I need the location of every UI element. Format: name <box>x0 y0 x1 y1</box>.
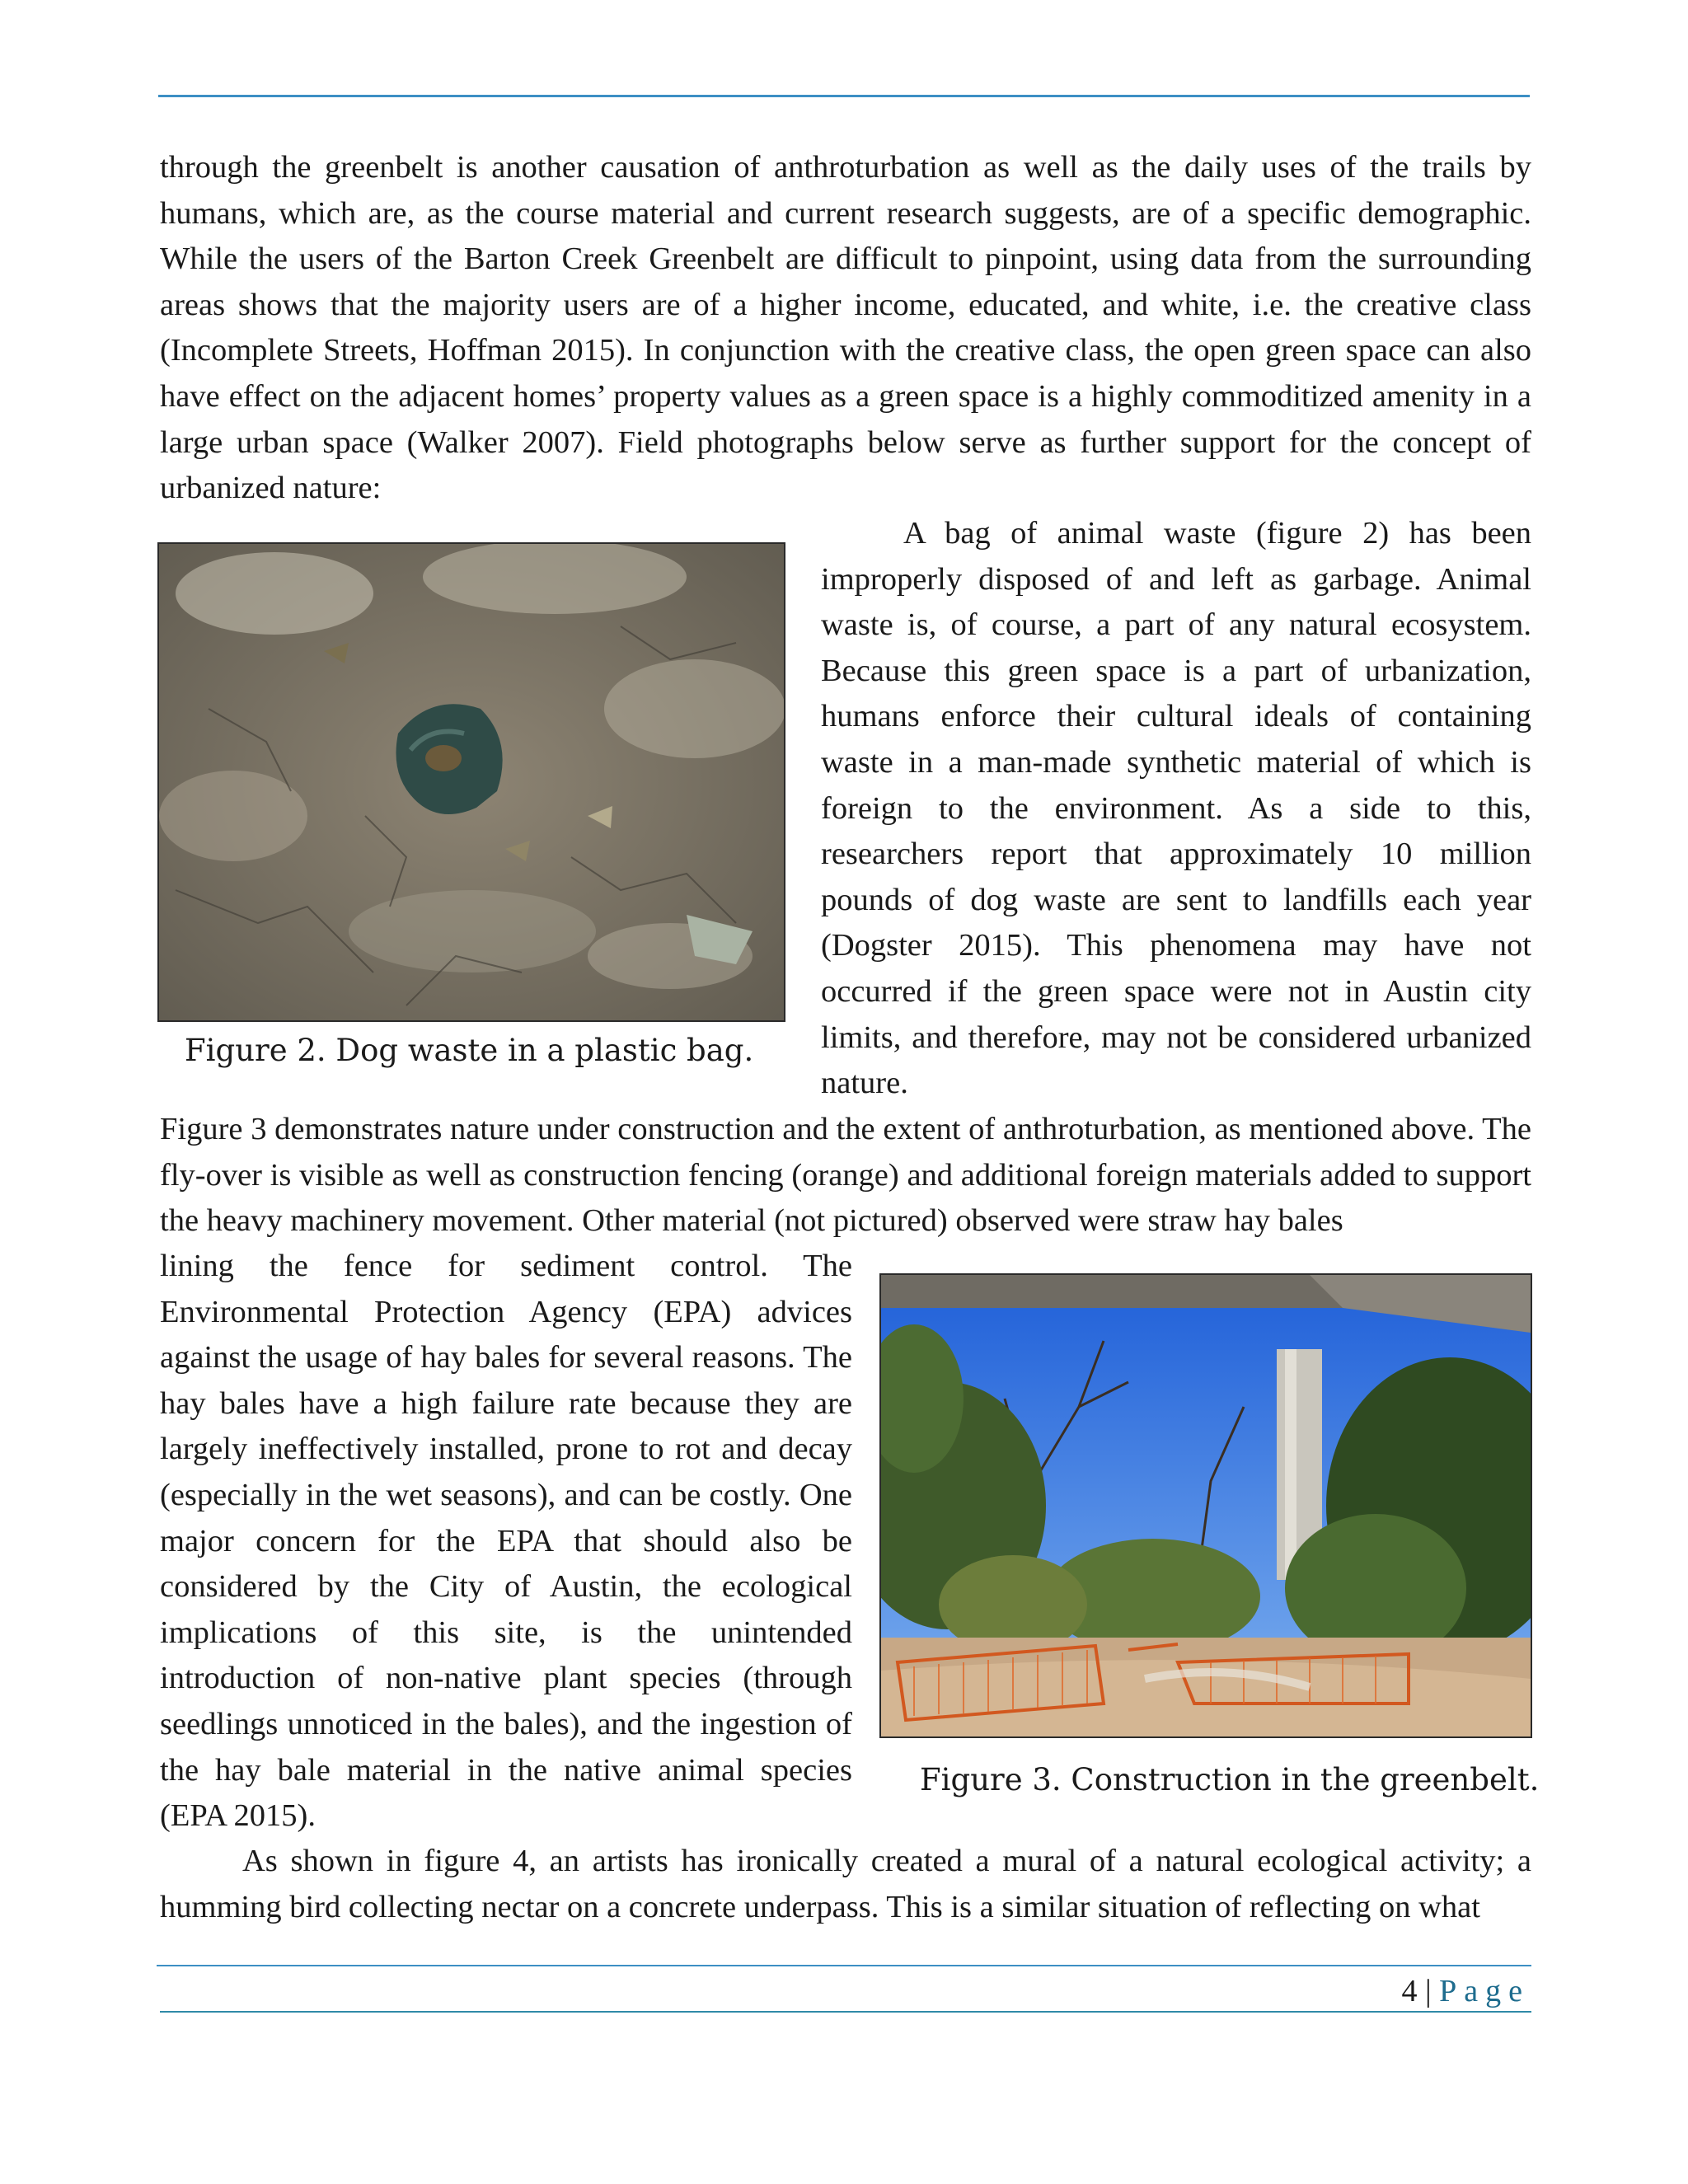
page-word: Page <box>1439 1974 1530 2008</box>
header-rule <box>158 95 1530 97</box>
footer-rule-top <box>157 1965 1531 1966</box>
page-number-value: 4 <box>1401 1974 1418 2008</box>
figure-3-caption: Figure 3. Construction in the greenbelt. <box>920 1762 1540 1797</box>
dog-waste-bag-image <box>159 544 784 1020</box>
figure-3-photo <box>879 1273 1532 1738</box>
page-number-separator: | <box>1417 1974 1440 2008</box>
body-paragraph-2-text: A bag of animal waste (figure 2) has been improperly disposed of and left as garbage. Animal waste is, of course, a part of any natural ecosystem. Because this green space is a part of urbanization, humans enforce their cultural ideals of containing waste in a man-made synthetic material of which is foreign to the environment. As a side to this, researchers report that approximately 10 million pounds of dog waste are sent to landfills each year (Dogster 2015). This phenomena may have not occurred if the green space were not in Austin city limits, and therefore, may not be considered urbanized nature. <box>821 516 1531 1101</box>
figure-2-photo <box>157 542 785 1022</box>
body-paragraph-3: Figure 3 demonstrates nature under construction and the extent of anthroturbation, as mentioned above. The fly-over is visible as well as construction fencing (orange) and additional foreign materials added to support the heavy machinery movement. Other material (not pictured) observed were straw hay bales <box>160 1112 1531 1239</box>
body-paragraph-2 <box>821 511 1531 1107</box>
body-paragraph-1: through the greenbelt is another causation of anthroturbation as well as the daily uses of the trails by humans, which are, as the course material and current research suggests, are of a specific demographic. While the users of the Barton Creek Greenbelt are difficult to pinpoint, using data from the surrounding areas shows that the majority users are of a higher income, educated, and white, i.e. the creative class (Incomplete Streets, Hoffman 2015). In conjunction with the creative class, the open green space can also have effect on the adjacent homes’ property values as a green space is a highly commoditized amenity in a large urban space (Walker 2007). Field photographs below serve as further support for the concept of urbanized nature: <box>160 150 1531 506</box>
figure-2-caption: Figure 2. Dog waste in a plastic bag. <box>185 1033 754 1068</box>
body-paragraph-4: lining the fence for sediment control. The Environmental Protection Agency (EPA) advices against the usage of hay bales for several reasons. The hay bales have a high failure rate because they are largely ineffectively installed, prone to rot and decay (especially in the wet seasons), and can be costly. One major concern for the EPA that should also be considered by the City of Austin, the ecological implications of this site, is the unintended introduction of non-native plant species (through seedlings unnoticed in the bales), and the ingestion of the hay bale material in the native animal species (EPA 2015). <box>160 1249 852 1834</box>
page-number <box>1402 1973 1530 2009</box>
footer-rule-bottom <box>160 2011 1531 2013</box>
construction-greenbelt-image <box>881 1275 1531 1736</box>
body-paragraph-5: As shown in figure 4, an artists has ironically created a mural of a natural ecological activity; a humming bird collecting nectar on a concrete underpass. This is a similar situation of reflecting on what <box>160 1844 1531 1924</box>
